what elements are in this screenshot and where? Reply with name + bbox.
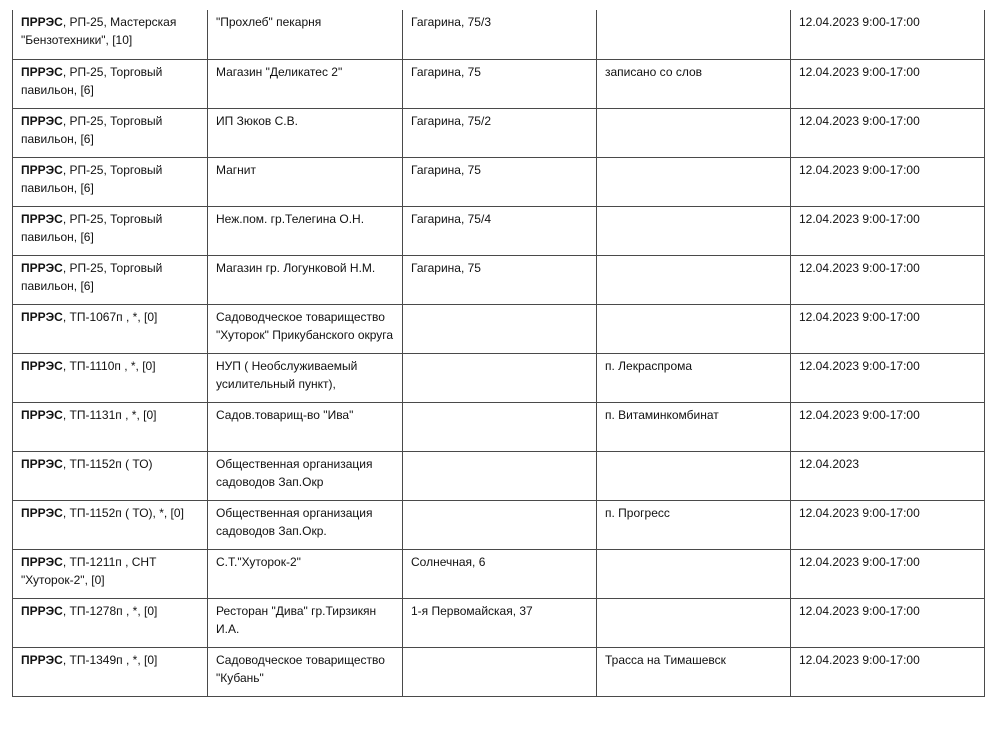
cell-note: Трасса на Тимашевск — [597, 647, 791, 696]
cell-note — [597, 549, 791, 598]
cell-consumer: Садов.товарищ-во "Ива" — [208, 402, 403, 451]
table-row — [13, 451, 985, 500]
table-row — [13, 500, 985, 549]
table-row — [13, 402, 985, 451]
cell-consumer: "Прохлеб" пекарня — [208, 10, 403, 59]
object-desc: , РП-25, Торговый павильон, [6] — [21, 260, 163, 293]
org-name: ПРРЭС — [21, 113, 63, 128]
cell-object — [13, 108, 208, 157]
cell-consumer: Садоводческое товарищество "Хуторок" Прикубанского округа — [208, 304, 403, 353]
cell-note: п. Витаминкомбинат — [597, 402, 791, 451]
cell-address — [403, 353, 597, 402]
cell-note: п. Лекраспрома — [597, 353, 791, 402]
cell-note — [597, 451, 791, 500]
cell-time: 12.04.2023 9:00-17:00 — [791, 59, 985, 108]
cell-time: 12.04.2023 9:00-17:00 — [791, 598, 985, 647]
cell-address: Солнечная, 6 — [403, 549, 597, 598]
cell-address: 1-я Первомайская, 37 — [403, 598, 597, 647]
cell-address — [403, 500, 597, 549]
org-name: ПРРЭС — [21, 15, 63, 29]
cell-time: 12.04.2023 9:00-17:00 — [791, 500, 985, 549]
cell-note — [597, 255, 791, 304]
cell-time: 12.04.2023 9:00-17:00 — [791, 402, 985, 451]
object-desc: , ТП-1278п , *, [0] — [62, 603, 158, 618]
table-row — [13, 353, 985, 402]
object-desc: , РП-25, Торговый павильон, [6] — [21, 211, 163, 244]
cell-note — [597, 598, 791, 647]
org-name: ПРРЭС — [21, 358, 63, 373]
cell-address: Гагарина, 75 — [403, 157, 597, 206]
cell-consumer: С.Т."Хуторок-2" — [208, 549, 403, 598]
table-row — [13, 157, 985, 206]
cell-time: 12.04.2023 — [791, 451, 985, 500]
cell-consumer: Магазин гр. Логунковой Н.М. — [208, 255, 403, 304]
org-name: ПРРЭС — [21, 162, 63, 177]
table-row — [13, 549, 985, 598]
cell-time: 12.04.2023 9:00-17:00 — [791, 206, 985, 255]
table-row — [13, 598, 985, 647]
table-row — [13, 10, 985, 59]
object-desc: , ТП-1067п , *, [0] — [62, 309, 158, 324]
table-row — [13, 108, 985, 157]
org-name: ПРРЭС — [21, 211, 63, 226]
cell-address — [403, 647, 597, 696]
cell-time: 12.04.2023 9:00-17:00 — [791, 157, 985, 206]
cell-address: Гагарина, 75/2 — [403, 108, 597, 157]
cell-object — [13, 353, 208, 402]
cell-consumer: Магнит — [208, 157, 403, 206]
object-desc: , ТП-1152п ( ТО) — [62, 456, 153, 471]
cell-note: п. Прогресс — [597, 500, 791, 549]
table-row — [13, 255, 985, 304]
cell-time: 12.04.2023 9:00-17:00 — [791, 255, 985, 304]
outage-table-body — [13, 10, 985, 696]
table-row — [13, 304, 985, 353]
org-name: ПРРЭС — [21, 505, 63, 520]
cell-time: 12.04.2023 9:00-17:00 — [791, 549, 985, 598]
org-name: ПРРЭС — [21, 309, 63, 324]
object-desc: , РП-25, Торговый павильон, [6] — [21, 113, 163, 146]
cell-note — [597, 304, 791, 353]
cell-time: 12.04.2023 9:00-17:00 — [791, 353, 985, 402]
object-desc: , ТП-1131п , *, [0] — [62, 407, 157, 422]
table-row — [13, 647, 985, 696]
cell-time: 12.04.2023 9:00-17:00 — [791, 304, 985, 353]
cell-address: Гагарина, 75 — [403, 59, 597, 108]
cell-object — [13, 10, 208, 59]
cell-time: 12.04.2023 9:00-17:00 — [791, 647, 985, 696]
object-desc: , ТП-1152п ( ТО), *, [0] — [62, 505, 184, 520]
cell-object — [13, 549, 208, 598]
org-name: ПРРЭС — [21, 603, 63, 618]
object-desc: , РП-25, Торговый павильон, [6] — [21, 64, 163, 97]
cell-consumer: Ресторан "Дива" гр.Тирзикян И.А. — [208, 598, 403, 647]
cell-object — [13, 59, 208, 108]
object-desc: , РП-25, Торговый павильон, [6] — [21, 162, 163, 195]
table-row — [13, 59, 985, 108]
object-desc: , ТП-1110п , *, [0] — [62, 358, 156, 373]
cell-consumer: Общественная организация садоводов Зап.Окр — [208, 451, 403, 500]
org-name: ПРРЭС — [21, 407, 63, 422]
cell-object — [13, 500, 208, 549]
cell-consumer: Магазин "Деликатес 2" — [208, 59, 403, 108]
cell-object — [13, 598, 208, 647]
cell-consumer: Общественная организация садоводов Зап.Окр. — [208, 500, 403, 549]
cell-time: 12.04.2023 9:00-17:00 — [791, 108, 985, 157]
table-row — [13, 206, 985, 255]
cell-address — [403, 402, 597, 451]
cell-object — [13, 255, 208, 304]
cell-consumer: ИП Зюков С.В. — [208, 108, 403, 157]
object-desc: , ТП-1349п , *, [0] — [62, 652, 158, 667]
cell-time: 12.04.2023 9:00-17:00 — [791, 10, 985, 59]
cell-note — [597, 10, 791, 59]
cell-consumer: Садоводческое товарищество "Кубань" — [208, 647, 403, 696]
cell-object — [13, 304, 208, 353]
cell-address: Гагарина, 75 — [403, 255, 597, 304]
cell-consumer: Неж.пом. гр.Телегина О.Н. — [208, 206, 403, 255]
cell-note — [597, 108, 791, 157]
object-desc: , ТП-1211п , СНТ "Хуторок-2", [0] — [21, 554, 157, 587]
cell-address: Гагарина, 75/3 — [403, 10, 597, 59]
cell-consumer: НУП ( Необслуживаемый усилительный пункт), — [208, 353, 403, 402]
cell-address: Гагарина, 75/4 — [403, 206, 597, 255]
cell-note — [597, 157, 791, 206]
cell-address — [403, 451, 597, 500]
org-name: ПРРЭС — [21, 554, 63, 569]
outage-table — [12, 10, 985, 697]
cell-object — [13, 647, 208, 696]
object-desc: , РП-25, Мастерская "Бензотехники", [10] — [21, 15, 177, 47]
cell-object — [13, 451, 208, 500]
cell-note — [597, 206, 791, 255]
cell-object — [13, 206, 208, 255]
cell-address — [403, 304, 597, 353]
cell-object — [13, 157, 208, 206]
org-name: ПРРЭС — [21, 652, 63, 667]
org-name: ПРРЭС — [21, 64, 63, 79]
org-name: ПРРЭС — [21, 456, 63, 471]
org-name: ПРРЭС — [21, 260, 63, 275]
cell-note: записано со слов — [597, 59, 791, 108]
cell-object — [13, 402, 208, 451]
